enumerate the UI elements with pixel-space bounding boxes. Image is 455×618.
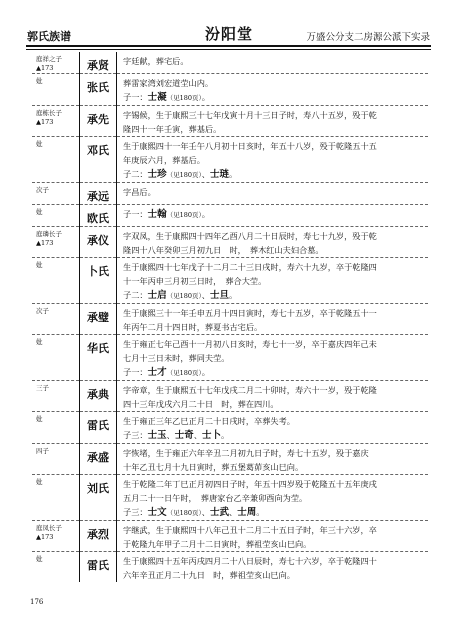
genealogy-row [32, 521, 428, 552]
biography-line [123, 568, 424, 582]
relation-cell [32, 475, 80, 521]
genealogy-table [32, 52, 428, 582]
relation-text: 庭璘长子 [36, 230, 62, 238]
biography-line [123, 537, 424, 551]
biography-text: 字廷献，葬宅后。 [123, 56, 189, 66]
biography-cell [117, 552, 429, 583]
genealogy-row [32, 412, 428, 444]
person-name: 张氏 [80, 74, 117, 106]
biography-cell [117, 205, 429, 227]
genealogy-row [32, 106, 428, 137]
relation-text: 庭祥之子 [36, 55, 62, 63]
relation-text: 庭凤长子 [36, 524, 62, 532]
biography-line [123, 446, 424, 460]
biography-text: 生于康熙四十一年壬午八月初十日亥时，年五十八岁，殁于乾隆五十五 [123, 141, 377, 151]
biography-text: 五月二十一日午时， 葬唐家台乙辛兼卯酉向为茔。 [123, 493, 308, 503]
biography-line [123, 320, 424, 334]
biography-text: 十年乙丑七月十九日寅时，葬五堡葛茆亥山巳向。 [123, 462, 304, 472]
biography-text: 字昌后。 [123, 187, 156, 197]
biography-text: 生于雍正七年己酉十一月初八日亥时，寿七十一岁，卒于嘉庆四年己未 [123, 339, 377, 349]
biography-cell [117, 137, 429, 183]
relation-text: 妣 [36, 415, 43, 423]
person-name: 卜氏 [80, 258, 117, 304]
relation-text: 次子 [36, 307, 49, 315]
biography-text: 七月十三日未时，葬同夫茔。 [123, 353, 230, 363]
relation-cell [32, 304, 80, 335]
page-reference: （见180页） [166, 171, 202, 179]
child-name: 士翰 [147, 209, 167, 220]
biography-line [123, 337, 424, 351]
relation-text: ▲173 [36, 239, 54, 247]
biography-line [123, 153, 424, 167]
biography-text: 字双凤，生于康熙四十四年乙酉八月二十日辰时，寿七十九岁，殁于乾 [123, 231, 377, 241]
relation-text: 妣 [36, 208, 43, 216]
biography-text: 。 [228, 169, 238, 179]
header-rule-thin [26, 49, 431, 50]
person-name: 刘氏 [80, 475, 117, 521]
biography-text: 子二： [123, 290, 148, 300]
biography-text: 子一： [123, 367, 148, 377]
person-name: 承盛 [80, 444, 117, 475]
biography-text: 。 [201, 92, 210, 102]
biography-text: 子二： [123, 169, 148, 179]
genealogy-row [32, 183, 428, 205]
relation-text: ▲173 [36, 118, 54, 126]
relation-text: 四子 [36, 447, 49, 455]
person-name: 承远 [80, 183, 117, 205]
page-header [0, 0, 455, 46]
genealogy-row [32, 227, 428, 258]
relation-text: 三子 [36, 384, 49, 392]
biography-text: 。 [256, 507, 265, 517]
biography-line [123, 229, 424, 243]
biography-text: 子三： [123, 507, 148, 517]
page-reference: （见180页） [166, 292, 202, 300]
biography-line [123, 185, 424, 199]
biography-text: 字继武，生于康熙四十八年己丑十二月二十五日子时，年三十六岁，卒 [123, 525, 377, 535]
biography-line [123, 365, 424, 380]
page-reference: （见180页） [166, 509, 202, 517]
relation-cell [32, 521, 80, 552]
child-name: 士文 [147, 507, 167, 518]
genealogy-row [32, 335, 428, 381]
genealogy-row [32, 74, 428, 106]
biography-cell [117, 258, 429, 304]
biography-text: 字恢堵，生于雍正六年辛丑二月初九日子时，寿七十五岁，殁于嘉庆 [123, 448, 369, 458]
header-hall-name: 汾阳堂 [205, 25, 254, 43]
biography-line [123, 76, 424, 90]
page-number: 176 [30, 598, 44, 606]
biography-line [123, 351, 424, 365]
person-name: 承烈 [80, 521, 117, 552]
biography-cell [117, 227, 429, 258]
relation-cell [32, 381, 80, 412]
relation-text: 妣 [36, 77, 43, 85]
person-name: 承贤 [80, 52, 117, 74]
biography-text: 、 [201, 169, 210, 179]
biography-line [123, 383, 424, 397]
biography-text: 、 [201, 507, 210, 517]
biography-line [123, 306, 424, 320]
biography-text: 生于康熙四十五年丙戌四月二十八日辰时，寿七十六岁，卒于乾隆四十 [123, 556, 377, 566]
child-name: 士凝 [147, 92, 167, 103]
person-name: 雷氏 [80, 552, 117, 583]
biography-cell [117, 183, 429, 205]
biography-cell [117, 475, 429, 521]
biography-text: 。 [201, 209, 210, 219]
biography-cell [117, 106, 429, 137]
genealogy-row [32, 258, 428, 304]
biography-line [123, 243, 424, 257]
biography-line [123, 460, 424, 474]
biography-text: 、 [193, 430, 203, 440]
biography-cell [117, 444, 429, 475]
genealogy-row [32, 552, 428, 583]
biography-line [123, 491, 424, 505]
person-name: 承璧 [80, 304, 117, 335]
child-name: 士才 [147, 367, 167, 378]
person-name: 华氏 [80, 335, 117, 381]
relation-cell [32, 335, 80, 381]
genealogy-row [32, 475, 428, 521]
person-name: 雷氏 [80, 412, 117, 444]
page-reference: （见180页） [166, 211, 202, 219]
biography-text: 子一： [123, 209, 148, 219]
relation-text: ▲173 [36, 533, 54, 541]
biography-line [123, 207, 424, 222]
relation-text: 妣 [36, 478, 43, 486]
biography-text: 葬雷家湾刘宏道茔山内。 [123, 78, 214, 88]
biography-line [123, 428, 424, 443]
child-name: 士周 [237, 507, 257, 518]
biography-line [123, 523, 424, 537]
child-name: 士旦 [209, 290, 229, 301]
page-reference: （见180页） [166, 369, 202, 377]
biography-text: 、 [166, 430, 175, 440]
biography-text: 。 [201, 367, 210, 377]
relation-cell [32, 444, 80, 475]
relation-text: 妣 [36, 140, 43, 148]
biography-text: 十一年丙申三月初三日时， 葬合大茔。 [123, 276, 267, 286]
header-rule-thick [26, 45, 431, 47]
biography-text: 四十三年戊戌六月二十日 时，葬在四川。 [123, 399, 279, 409]
biography-cell [117, 74, 429, 106]
person-name: 欧氏 [80, 205, 117, 227]
biography-line [123, 108, 424, 122]
relation-cell [32, 52, 80, 74]
child-name: 士启 [147, 290, 167, 301]
biography-text: 生于乾隆二年丁巳正月初四日子时，年五十四岁殁于乾隆五十五年庚戌 [123, 479, 377, 489]
relation-text: ▲173 [36, 64, 54, 72]
genealogy-row [32, 205, 428, 227]
biography-text: 年庚辰六月，葬基后。 [123, 155, 205, 165]
biography-text: 隆四十一年壬寅，葬基后。 [123, 124, 222, 134]
person-name: 承仪 [80, 227, 117, 258]
page-reference: （见180页） [166, 94, 202, 102]
relation-text: 妣 [36, 555, 43, 563]
biography-text: 字帝章，生于康熙五十七年戊戌二月二十卯时，寿六十一岁，殁于乾隆 [123, 385, 377, 395]
relation-cell [32, 552, 80, 583]
genealogy-row [32, 381, 428, 412]
child-name: 士琏 [209, 169, 229, 180]
biography-line [123, 397, 424, 411]
relation-cell [32, 227, 80, 258]
genealogy-row [32, 52, 428, 74]
biography-text: 。 [221, 430, 230, 440]
biography-line [123, 260, 424, 274]
genealogy-row [32, 304, 428, 335]
biography-text: 字锡候，生于康熙三十七年戊寅十月十三日子时，寿八十五岁，殁于乾 [123, 110, 377, 120]
biography-text: 。 [228, 290, 238, 300]
biography-cell [117, 52, 429, 74]
relation-cell [32, 106, 80, 137]
biography-line [123, 139, 424, 153]
biography-cell [117, 412, 429, 444]
biography-line [123, 554, 424, 568]
biography-text: 年丙午二月十四日时，葬夏书古宅后。 [123, 322, 263, 332]
biography-line [123, 477, 424, 491]
biography-text: 子一： [123, 92, 148, 102]
biography-line [123, 90, 424, 105]
biography-line [123, 288, 424, 303]
child-name: 士武 [209, 507, 229, 518]
biography-text: 、 [228, 507, 238, 517]
biography-text: 隆四十八年癸卯三月初九日 时， 葬木红山夫妇合墓。 [123, 245, 324, 255]
relation-cell [32, 412, 80, 444]
header-book-title: 郭氏族谱 [27, 30, 71, 43]
biography-text: 生于康熙四十七年戊子十二月二十三日戌时，寿六十九岁，卒于乾隆四 [123, 262, 377, 272]
biography-line [123, 414, 424, 428]
biography-text: 生于康熙三十一年壬申五月十四日寅时，寿七十五岁，卒于乾隆五十一 [123, 308, 377, 318]
biography-cell [117, 381, 429, 412]
biography-line [123, 122, 424, 136]
biography-text: 于乾隆九年甲子二月十二日寅时，葬祖茔亥山巳向。 [123, 539, 312, 549]
child-name: 士珍 [147, 169, 167, 180]
relation-cell [32, 74, 80, 106]
biography-cell [117, 304, 429, 335]
child-name: 士卜 [202, 430, 222, 441]
person-name: 承先 [80, 106, 117, 137]
biography-line [123, 54, 424, 68]
biography-text: 六年辛丑正月二十九日 时，葬祖茔亥山巳向。 [123, 570, 295, 580]
person-name: 承典 [80, 381, 117, 412]
biography-text: 、 [201, 290, 210, 300]
relation-cell [32, 137, 80, 183]
relation-cell [32, 258, 80, 304]
relation-text: 庭栋长子 [36, 109, 62, 117]
biography-cell [117, 521, 429, 552]
genealogy-row [32, 444, 428, 475]
genealogy-row [32, 137, 428, 183]
child-name: 士玉 [147, 430, 167, 441]
biography-text: 生于雍正三年乙巳正月二十日戌时，卒葬失考。 [123, 416, 295, 426]
relation-cell [32, 205, 80, 227]
relation-text: 妣 [36, 261, 43, 269]
biography-text: 子三： [123, 430, 148, 440]
header-section-title: 万盛公分支二房源公派下实录 [306, 32, 430, 43]
biography-line [123, 167, 424, 182]
person-name: 邓氏 [80, 137, 117, 183]
biography-line [123, 274, 424, 288]
biography-cell [117, 335, 429, 381]
relation-text: 妣 [36, 338, 43, 346]
biography-line [123, 505, 424, 520]
relation-text: 次子 [36, 186, 49, 194]
child-name: 士奇 [174, 430, 194, 441]
relation-cell [32, 183, 80, 205]
